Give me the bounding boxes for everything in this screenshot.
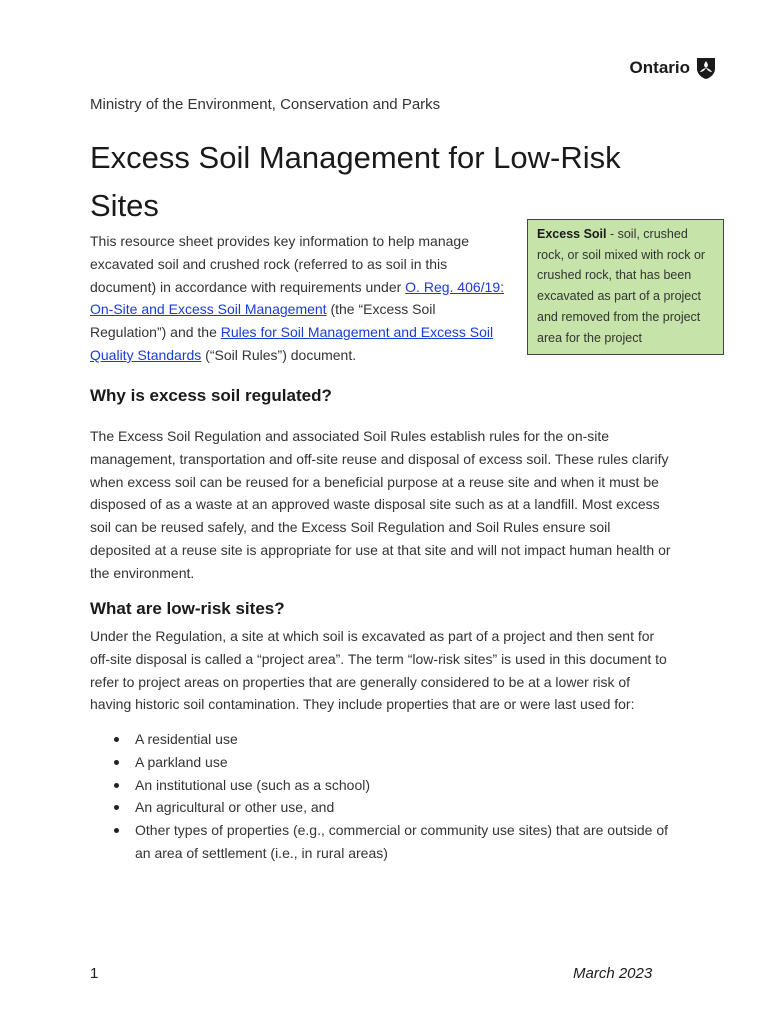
list-item: Other types of properties (e.g., commercial or community use sites) that are outside of an area of settlement (i.e., in rural areas) — [90, 819, 672, 865]
callout-term: Excess Soil — [537, 227, 607, 241]
list-item: A residential use — [90, 728, 672, 751]
logo-text: Ontario — [629, 58, 690, 77]
list-item: An institutional use (such as a school) — [90, 774, 672, 797]
list-item: An agricultural or other use, and — [90, 796, 672, 819]
page-number: 1 — [90, 965, 99, 982]
intro-paragraph — [90, 230, 510, 367]
publication-date: March 2023 — [573, 965, 653, 982]
o-reg-link[interactable]: O. Reg. 406/19: On-Site and Excess Soil Management — [90, 278, 505, 318]
callout-definition: - soil, crushed rock, or soil mixed with rock or crushed rock, that has been excavated as part of a project and removed from the project area for the project — [537, 227, 706, 345]
page-title: Excess Soil Management for Low-Risk Sites — [90, 140, 621, 223]
intro-text-2: (the “Excess Soil Regulation”) and the — [90, 301, 436, 341]
ontario-trillium-icon — [694, 56, 718, 80]
ministry-name: Ministry of the Environment, Conservation and Parks — [90, 96, 441, 113]
ontario-logo — [630, 56, 718, 80]
low-risk-paragraph: Under the Regulation, a site at which soil is excavated as part of a project and then sent for off-site disposal is called a “project area”. The term “low-risk sites” is used in this document to refer to project areas on properties that are generally considered to be at a lower risk of having historic soil contamination. They include properties that are or were last used for: — [90, 628, 667, 713]
soil-rules-link[interactable]: Rules for Soil Management and Excess Soil Quality Standards — [90, 324, 494, 363]
heading-low-risk-sites: What are low-risk sites? — [90, 599, 285, 618]
low-risk-use-list — [90, 728, 672, 865]
heading-why-regulated: Why is excess soil regulated? — [90, 386, 332, 405]
intro-text-3: (“Soil Rules”) document. — [201, 346, 357, 363]
intro-text-1: This resource sheet provides key information to help manage excavated soil and crushed rock (referred to as soil in this document) in accordance with requirements under — [90, 233, 469, 295]
list-item: A parkland use — [90, 751, 672, 774]
why-paragraph: The Excess Soil Regulation and associated Soil Rules establish rules for the on-site management, transportation and off-site reuse and disposal of excess soil. These rules clarify when excess soil can be reused for a beneficial purpose at a reuse site and when it must be disposed of as a waste at an approved waste disposal site such as at a landfill. Most excess soil can be reused safely, and the Excess Soil Regulation and Soil Rules ensure soil deposited at a reuse site is appropriate for use at that site and will not impact human health or the environment. — [90, 428, 671, 581]
definition-callout — [527, 219, 724, 355]
